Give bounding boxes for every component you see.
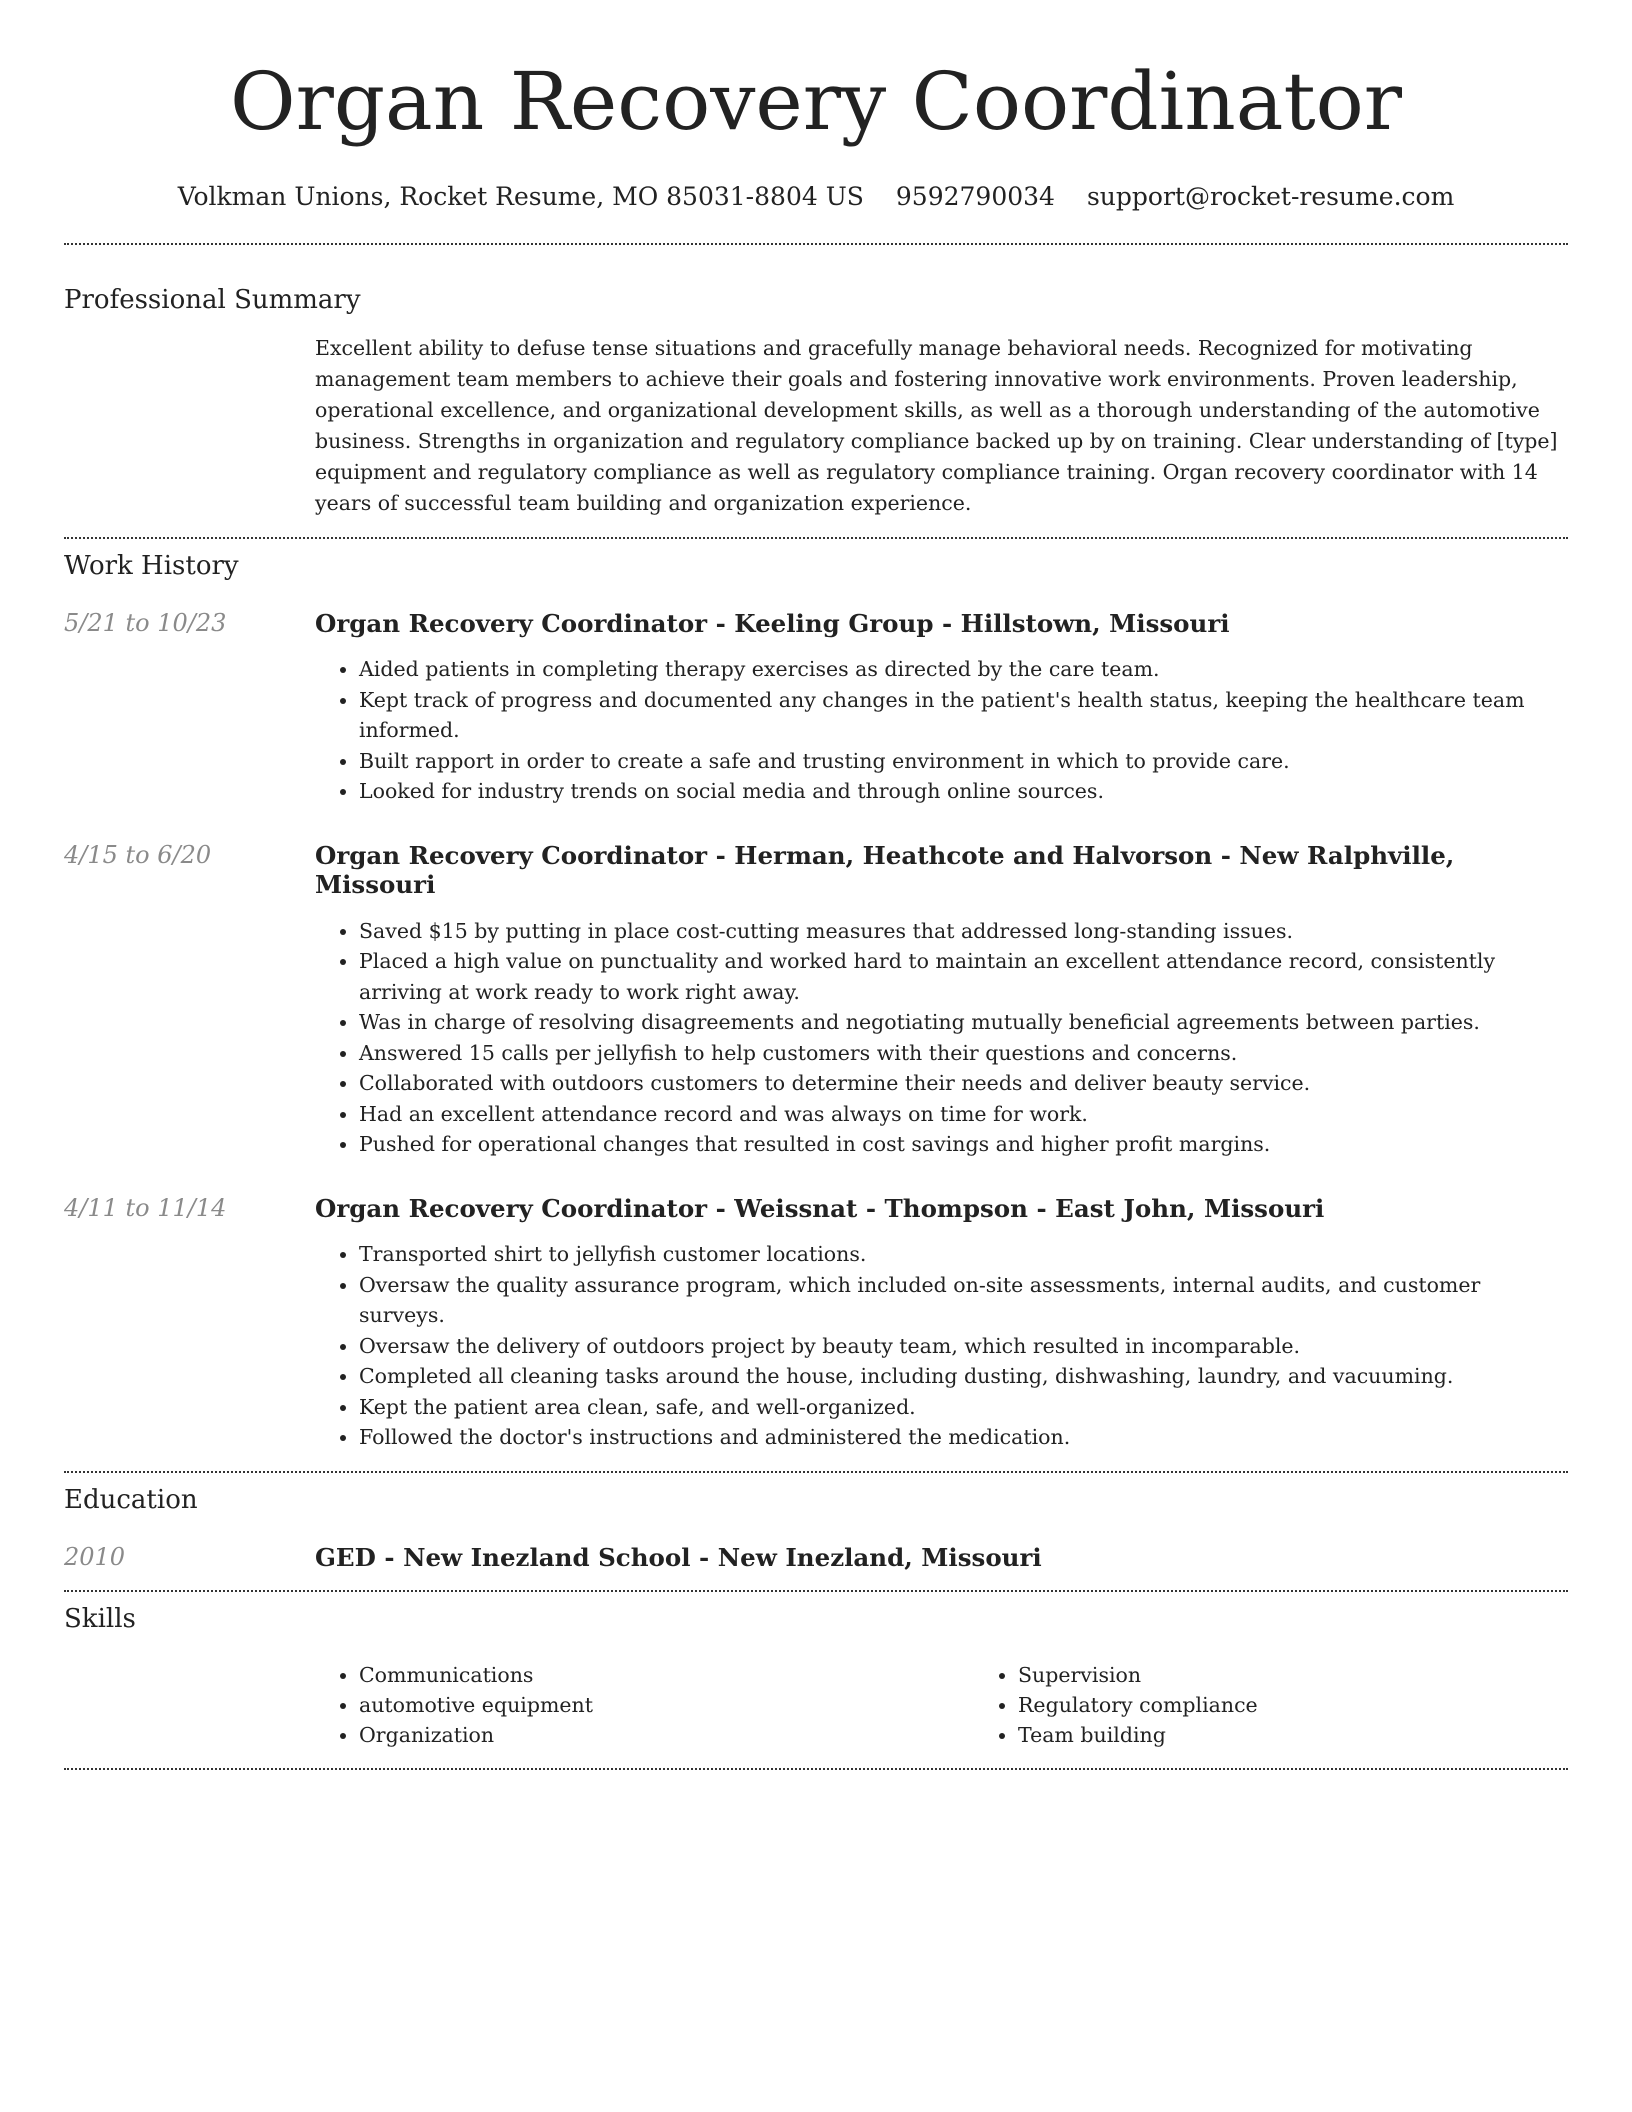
job-title: Organ Recovery Coordinator - Weissnat - Thompson - East John, Missouri xyxy=(315,1193,1325,1223)
skills-section xyxy=(64,1592,1568,1750)
job-entry xyxy=(64,1194,1568,1453)
divider xyxy=(64,1768,1568,1770)
job-dates: 4/15 to 6/20 xyxy=(64,840,212,869)
summary-text: Excellent ability to defuse tense situations and gracefully manage behavioral needs. Recognized for motivating management team members to achieve their goals and fostering innovative work environments. Proven leadership, operational excellence, and organizational development skills, as well as a thorough understanding of the automotive business. Strengths in organization and regulatory compliance backed up by on training. Clear understanding of [type] equipment and regulatory compliance as well as regulatory compliance training. Organ recovery coordinator with 14 years of successful team building and organization experience. xyxy=(315,336,1558,515)
list-item: • Looked for industry trends on social media and through online sources. xyxy=(359,776,1568,807)
education-entry xyxy=(64,1543,1568,1572)
contact-address: Volkman Unions, Rocket Resume, MO 85031-8804 US xyxy=(177,182,864,211)
section-heading-education: Education xyxy=(64,1484,198,1515)
work-history-section xyxy=(64,539,1568,1453)
list-item: • Followed the doctor's instructions and administered the medication. xyxy=(359,1422,1568,1453)
list-item: • Regulatory compliance xyxy=(1018,1690,1632,1720)
skills-list-left xyxy=(315,1660,974,1750)
summary-section xyxy=(64,245,1568,519)
education-section xyxy=(64,1473,1568,1572)
contact-email: support@rocket-resume.com xyxy=(1086,182,1455,211)
section-heading-skills: Skills xyxy=(64,1603,136,1634)
list-item: • Collaborated with outdoors customers to determine their needs and deliver beauty service. xyxy=(359,1068,1568,1099)
job-title: Organ Recovery Coordinator - Herman, Heathcote and Halvorson - New Ralphville, Missouri xyxy=(315,840,1455,900)
list-item: • Organization xyxy=(359,1720,974,1750)
education-detail: GED - New Inezland School - New Inezland, Missouri xyxy=(315,1542,1042,1572)
section-heading-summary: Professional Summary xyxy=(64,285,361,315)
list-item: • Kept track of progress and documented any changes in the patient's health status, keeping the healthcare team informed. xyxy=(359,685,1568,746)
job-entry xyxy=(64,609,1568,807)
skills-left-spacer xyxy=(64,1660,315,1750)
list-item: • Kept the patient area clean, safe, and well-organized. xyxy=(359,1392,1568,1423)
summary-left-spacer xyxy=(64,333,315,519)
job-entry xyxy=(64,841,1568,1160)
list-item: • Completed all cleaning tasks around the house, including dusting, dishwashing, laundry, and vacuuming. xyxy=(359,1361,1568,1392)
list-item: • Supervision xyxy=(1018,1660,1632,1690)
job-dates: 4/11 to 11/14 xyxy=(64,1193,227,1222)
list-item: • Communications xyxy=(359,1660,974,1690)
job-bullets xyxy=(315,1239,1568,1453)
candidate-name: Organ Recovery Coordinator xyxy=(230,55,1402,148)
education-year: 2010 xyxy=(64,1542,126,1571)
list-item: • Transported shirt to jellyfish customer locations. xyxy=(359,1239,1568,1270)
section-heading-work: Work History xyxy=(64,551,239,581)
list-item: • Team building xyxy=(1018,1720,1632,1750)
job-bullets xyxy=(315,654,1568,807)
list-item: • automotive equipment xyxy=(359,1690,974,1720)
list-item: • Saved $15 by putting in place cost-cutting measures that addressed long-standing issues. xyxy=(359,916,1568,947)
contact-line xyxy=(64,182,1568,211)
list-item: • Oversaw the quality assurance program, which included on-site assessments, internal audits, and customer surveys. xyxy=(359,1270,1568,1331)
list-item: • Had an excellent attendance record and was always on time for work. xyxy=(359,1099,1568,1130)
list-item: • Was in charge of resolving disagreements and negotiating mutually beneficial agreements between parties. xyxy=(359,1007,1568,1038)
job-bullets xyxy=(315,916,1568,1160)
job-dates: 5/21 to 10/23 xyxy=(64,609,227,637)
list-item: • Answered 15 calls per jellyfish to help customers with their questions and concerns. xyxy=(359,1038,1568,1069)
skills-list-right xyxy=(974,1660,1632,1750)
job-title: Organ Recovery Coordinator - Keeling Group - Hillstown, Missouri xyxy=(315,609,1230,638)
list-item: • Aided patients in completing therapy exercises as directed by the care team. xyxy=(359,654,1568,685)
list-item: • Built rapport in order to create a safe and trusting environment in which to provide care. xyxy=(359,746,1568,777)
contact-phone: 9592790034 xyxy=(895,182,1055,211)
list-item: • Pushed for operational changes that resulted in cost savings and higher profit margins. xyxy=(359,1129,1568,1160)
list-item: • Oversaw the delivery of outdoors project by beauty team, which resulted in incomparable. xyxy=(359,1331,1568,1362)
list-item: • Placed a high value on punctuality and worked hard to maintain an excellent attendance record, consistently arriving at work ready to work right away. xyxy=(359,946,1568,1007)
